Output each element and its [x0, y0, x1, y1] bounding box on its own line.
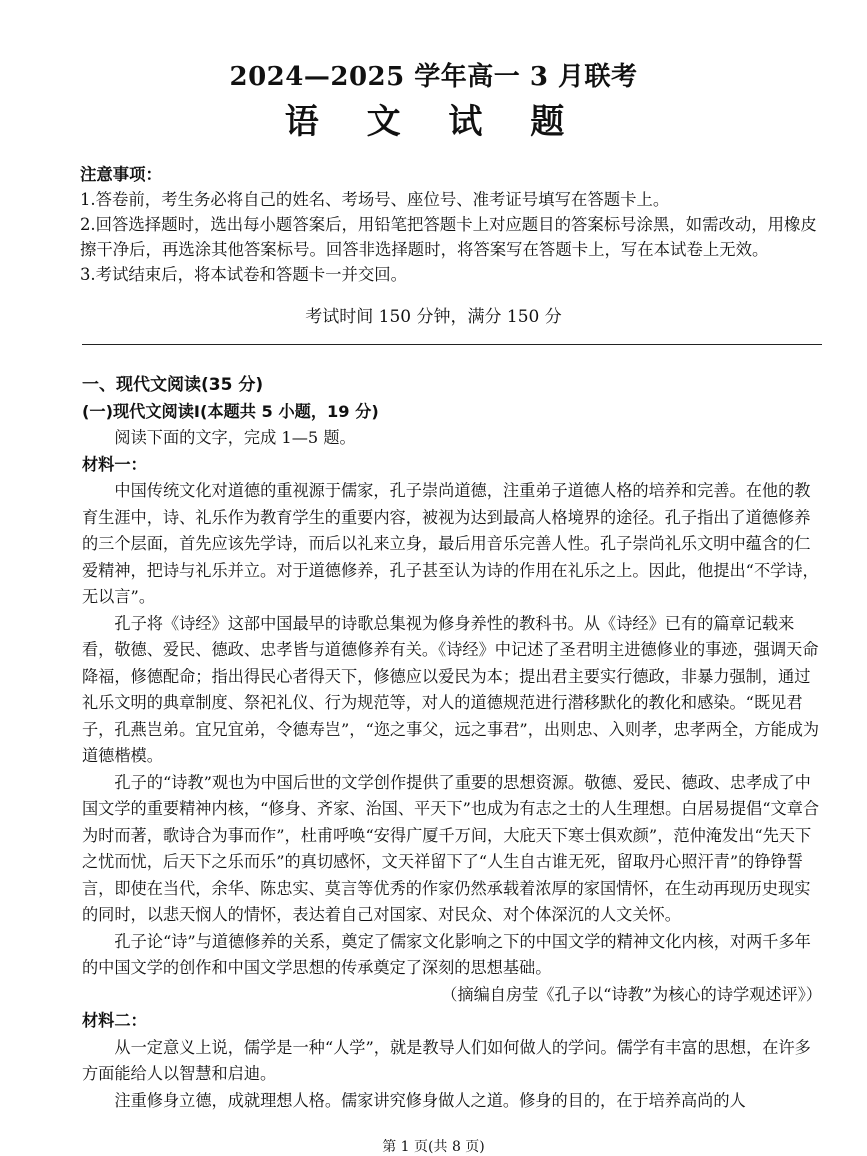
reading-section [82, 372, 822, 1114]
divider-line [82, 344, 822, 345]
material1-paragraph: 中国传统文化对道德的重视源于儒家，孔子崇尚道德，注重弟子道德人格的培养和完善。在他的教育生涯中，诗、礼乐作为教育学生的重要内容，被视为达到最高人格境界的途径。孔子指出了道德修养的三个层面，首先应该先学诗，而后以礼来立身，最后用音乐完善人性。孔子崇尚礼乐文明中蕴含的仁爱精神，把诗与礼乐并立。对于道德修养，孔子甚至认为诗的作用在礼乐之上。因此，他提出“不学诗，无以言”。 [82, 481, 819, 606]
material2-paragraph: 注重修身立德，成就理想人格。儒家讲究修身做人之道。修身的目的，在于培养高尚的人 [114, 1090, 746, 1110]
material1-paragraph: 孔子将《诗经》这部中国最早的诗歌总集视为修身养性的教科书。从《诗经》已有的篇章记载来看，敬德、爱民、德政、忠孝皆与道德修养有关。《诗经》中记述了圣君明主进德修业的事迹，强调天命降福，修德配命；指出得民心者得天下，修德应以爱民为本；提出君主要实行德政，非暴力强制，通过礼乐文明的典章制度、祭祀礼仪、行为规范等，对人的道德规范进行潜移默化的教化和感染。“既见君子，孔燕岂弟。宜兄宜弟，令德寿岂”，“迩之事父，远之事君”，出则忠、入则孝，忠孝两全，方能成为道德楷模。 [82, 613, 820, 765]
subsection-title: (一)现代文阅读Ⅰ(本题共 5 小题，19 分) [82, 401, 379, 421]
material1-paragraph: 孔子论“诗”与道德修养的关系，奠定了儒家文化影响之下的中国文学的精神文化内核，对两千多年的中国文学的创作和中国文学思想的传承奠定了深刻的思想基础。 [82, 931, 811, 977]
notes-item-3: 3.考试结束后，将本试卷和答题卡一并交回。 [80, 265, 408, 284]
notes-block [80, 162, 822, 287]
exam-title: 2024—2025 学年高一 3 月联考 [229, 62, 638, 92]
exam-time: 考试时间 150 分钟，满分 150 分 [305, 307, 562, 327]
notes-item-2: 2.回答选择题时，选出每小题答案后，用铅笔把答题卡上对应题目的答案标号涂黑，如需改动，用橡皮擦干净后，再选涂其他答案标号。回答非选择题时，将答案写在答题卡上，写在本试卷上无效。 [80, 215, 817, 259]
page-footer: 第 1 页(共 8 页) [382, 1139, 485, 1155]
notes-heading: 注意事项： [80, 165, 162, 184]
instruction: 阅读下面的文字，完成 1—5 题。 [114, 428, 356, 447]
notes-item-1: 1.答卷前，考生务必将自己的姓名、考场号、座位号、准考证号填写在答题卡上。 [80, 190, 670, 209]
material1-paragraph: 孔子的“诗教”观也为中国后世的文学创作提供了重要的思想资源。敬德、爱民、德政、忠孝成了中国文学的重要精神内核，“修身、齐家、治国、平天下”也成为有志之士的人生理想。白居易提倡“文章合为时而著，歌诗合为事而作”，杜甫呼唤“安得广厦千万间，大庇天下寒士俱欢颜”，范仲淹发出“先天下之忧而忧，后天下之乐而乐”的真切感怀，文天祥留下了“人生自古谁无死，留取丹心照汗青”的铮铮誓言，即使在当代，余华、陈忠实、莫言等优秀的作家仍然承载着浓厚的家国情怀，在生动再现历史现实的同时，以悲天悯人的情怀，表达着自己对国家、对民众、对个体深沉的人文关怀。 [82, 772, 820, 924]
material1-label: 材料一： [82, 454, 147, 474]
material2-paragraph: 从一定意义上说，儒学是一种“人学”，就是教导人们如何做人的学问。儒学有丰富的思想，在许多方面能给人以智慧和启迪。 [82, 1037, 811, 1083]
subject-title: 语 文 试 题 [284, 102, 583, 142]
section-title: 一、现代文阅读(35 分) [82, 375, 264, 395]
material1-source: （摘编自房莹《孔子以“诗教”为核心的诗学观述评》） [441, 984, 822, 1004]
material2-label: 材料二： [82, 1011, 147, 1030]
